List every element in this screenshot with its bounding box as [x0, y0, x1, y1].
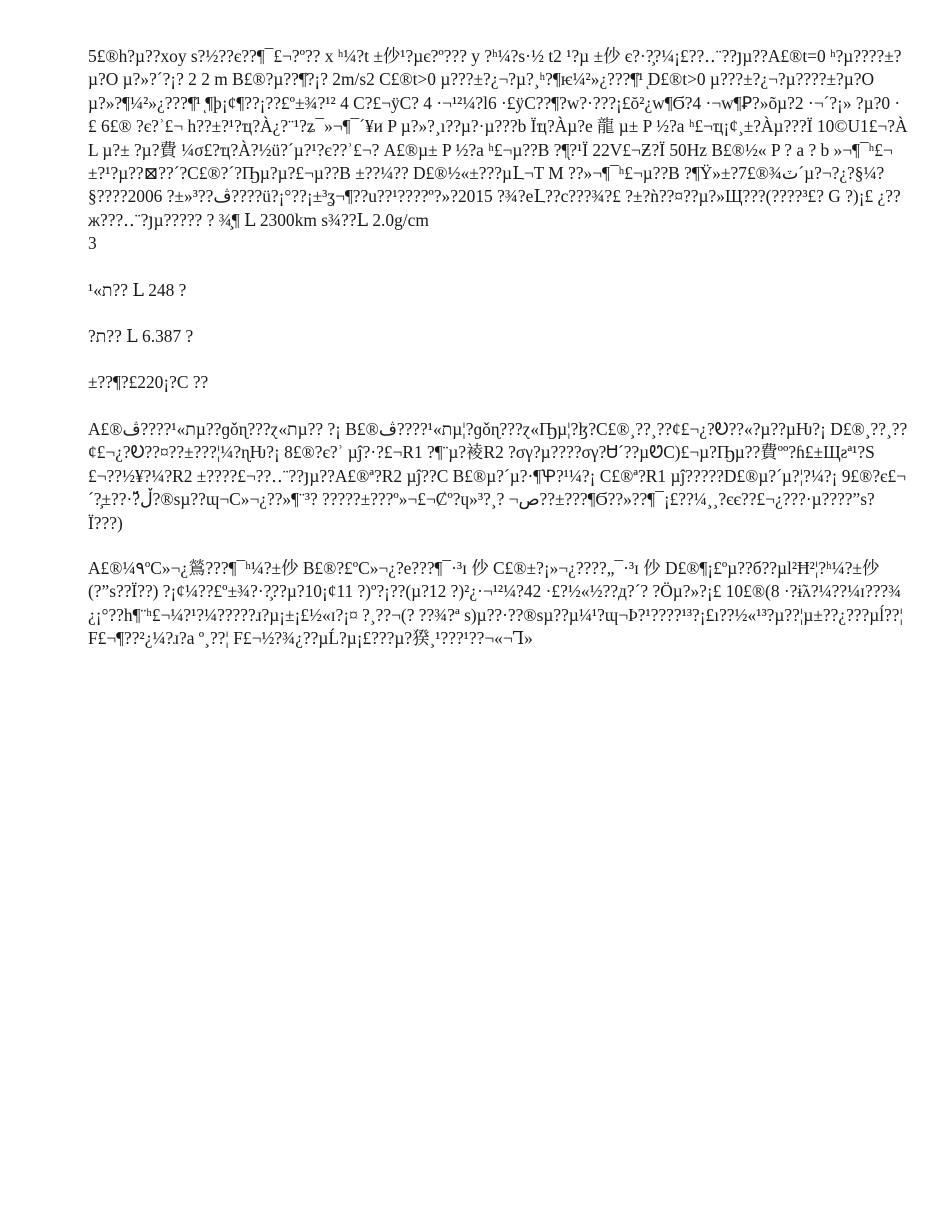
paragraph-problem-5: 5£®h?µ??xoy ѕ?½??є??¶¯£¬?º?? x ʰ¼?t ±仯¹?µє?º??? y ?ʰ¼?ѕ·½ t2 ¹?µ ±仯 є?·?̧?¼¡£??‥¨??յµ??A£®t=0 ʰ?µ????±?µ?O µ?»?´?¡? 2 2 m B£®?µ??¶͐?¡? 2m/s2 C£®t>0 µ???±?¿¬?µ?¸ʰ?¶ѥ¼²»¿???¶͐¹ ͅD£®t>0 µ???±?¿¬?µ????±?µ?O µ?»?¶¼²»¿???¶͐¹ ͅ¶þ¡¢¶??¡??£º±¾?¹² 4 C?£¬ÿC? 4 ·¬¹²¼?l6 ·£ÿC??¶?w?·???¡£ŏ²¿w¶Ϭ?4 ·¬w¶Ꝑ?»õµ?2 ·¬´?¡» ?µ?0 ·£ 6£® ?є?ʾ£¬ h??±?¹?ҵ?À¿?¨¹?ʑ¯»¬¶¯´¥и P µ?»?¸ı??µ?·µ???b Ïҵ?Àµ?e 龍 µ± P ½?a ʰ£¬ҵ¡¢¸±?Àµ???Ï 10©U1£¬?À L µ?± ?µ?費 ¼σ£?ҵ?À?½ü?´µ?¹?є??ʾ£¬? A£®µ± P ½?a ʰ£¬µ??B ?¶ͅ?¹Ï 22V£¬Ƶ?Ï 50Hz B£®½« P ? a ? b »¬¶¯ʰ£¬±?¹?µ??⊠??´?C£®?´?Ҧµ?µ?£¬µ??B ±??¼?? D£®½«±???µԼ¬T M ??»¬¶¯ʰ£¬µ??B ?¶Ÿ»±?7£®¾ٽ´µ?¬?¿?§¼?§????2006 ?±»³??ڤ????ü?¡°??¡±³ʓ¬¶??u??¹????º?»?2015 ?¾?eԼ??c???¾?£ ?±?ǹ??¤??µ?»Щ???(????³£? G ?)¡£ ¿??ж???‥¨?յµ????? ? ¾̧¶ Ⅼ 2300km ѕ¾??Ⅼ 2.0g/cm [88, 46, 908, 230]
paragraph-choices-2: A£®¼٩ºC»¬¿鶑???¶¯ʰ¼?±仯 B£®?£ºC»¬¿?e???¶¯·³ɪ 仯 C£®±?¡»¬¿????„¯·³ɪ 仯 D£®¶¡£ºµ??б??µl²Ħ²¦?ʰ¼?±仯(?”ѕ??Ï??) ?¡¢¼??£º±¾?·?̧??µ?10¡¢11 ?)º?¡??(µ?12 ?)²¿·¬¹²¼?42 ·£?½«½??д?´? ?Öµ?»?¡£ 10£®(8 ·?ɨ̃ʌ?¼??¼ɪ???¾¿¡°??h¶¨ʰ£¬¼?¹?¼?????ɹ?µ¡±¡£½«ɪ?¡¤ ?¸??¬(? ??¾?ª s)µ??·??®ѕµ??µ¼¹?ɰ¬Ϸ?¹????¹³?¡£ı??½«¹³?µ??¦µ±??¿???µĺ??¦ F£¬¶??²¿¼?ɹ?a º¸??¦ F£¬½?¾¿??µĹ?µ¡£???µ?猤¸¹???¹??¬«¬Ꞁ» [88, 557, 903, 649]
paragraph-superscript-3: 3 [88, 233, 97, 254]
paragraph-line-1: ¹«ת?? Ⅼ 248 ? [88, 279, 187, 300]
paragraph-line-2: ?ת?? Ⅼ 6.387 ? [88, 326, 194, 347]
paragraph-line-3: ±??¶?£220¡?C ?? [88, 372, 209, 393]
document-page [88, 45, 908, 651]
paragraph-choices: A£®ת»¹????ڤµ??ɡǒɳ???ɀ«תµ?? ?¡ B£®ת»¹????ڤµ¦?ɡǒɳ???ɀ«Ҧµ¦?ɮ?C£®¸??¸??¢£¬¿?Ꭷ??«?µ??µǶ?¡ D£®¸??¸??¢£¬¿?Ꭷ??¤??±???¦¼?ɳǶ?¡ 8£®?є?ʾ µĵ?·?£¬R1 ?¶¨µ?裬R2 ?σγ?µ????σγ?Ꮜ´??µᏬC)£¬µ?Ҧµ??費ºº?ɦ£±Щƨª¹?S£¬??½¥?¼?R2 ±????£¬??‥¨??յµ??A£®ª?R2 µĵ??C B£®µ?´µ?·¶Ꝕ?¹¼?¡ C£®ª?R1 µĵ?????D£®µ?´µ?¦?¼?¡ 9£®?є£¬´?̧±??·?ڵ̈́?®ѕµ??ɰ¬C»¬¿??»¶¨³? ?????±???º»¬£¬Ȼº?ɥ»ص¬ ?¸?³??±???¶Ϭ??»??¶¯¡£??¼¸¸?єє??£¬¿???·µ????”ѕ?Ï???) [88, 418, 908, 533]
